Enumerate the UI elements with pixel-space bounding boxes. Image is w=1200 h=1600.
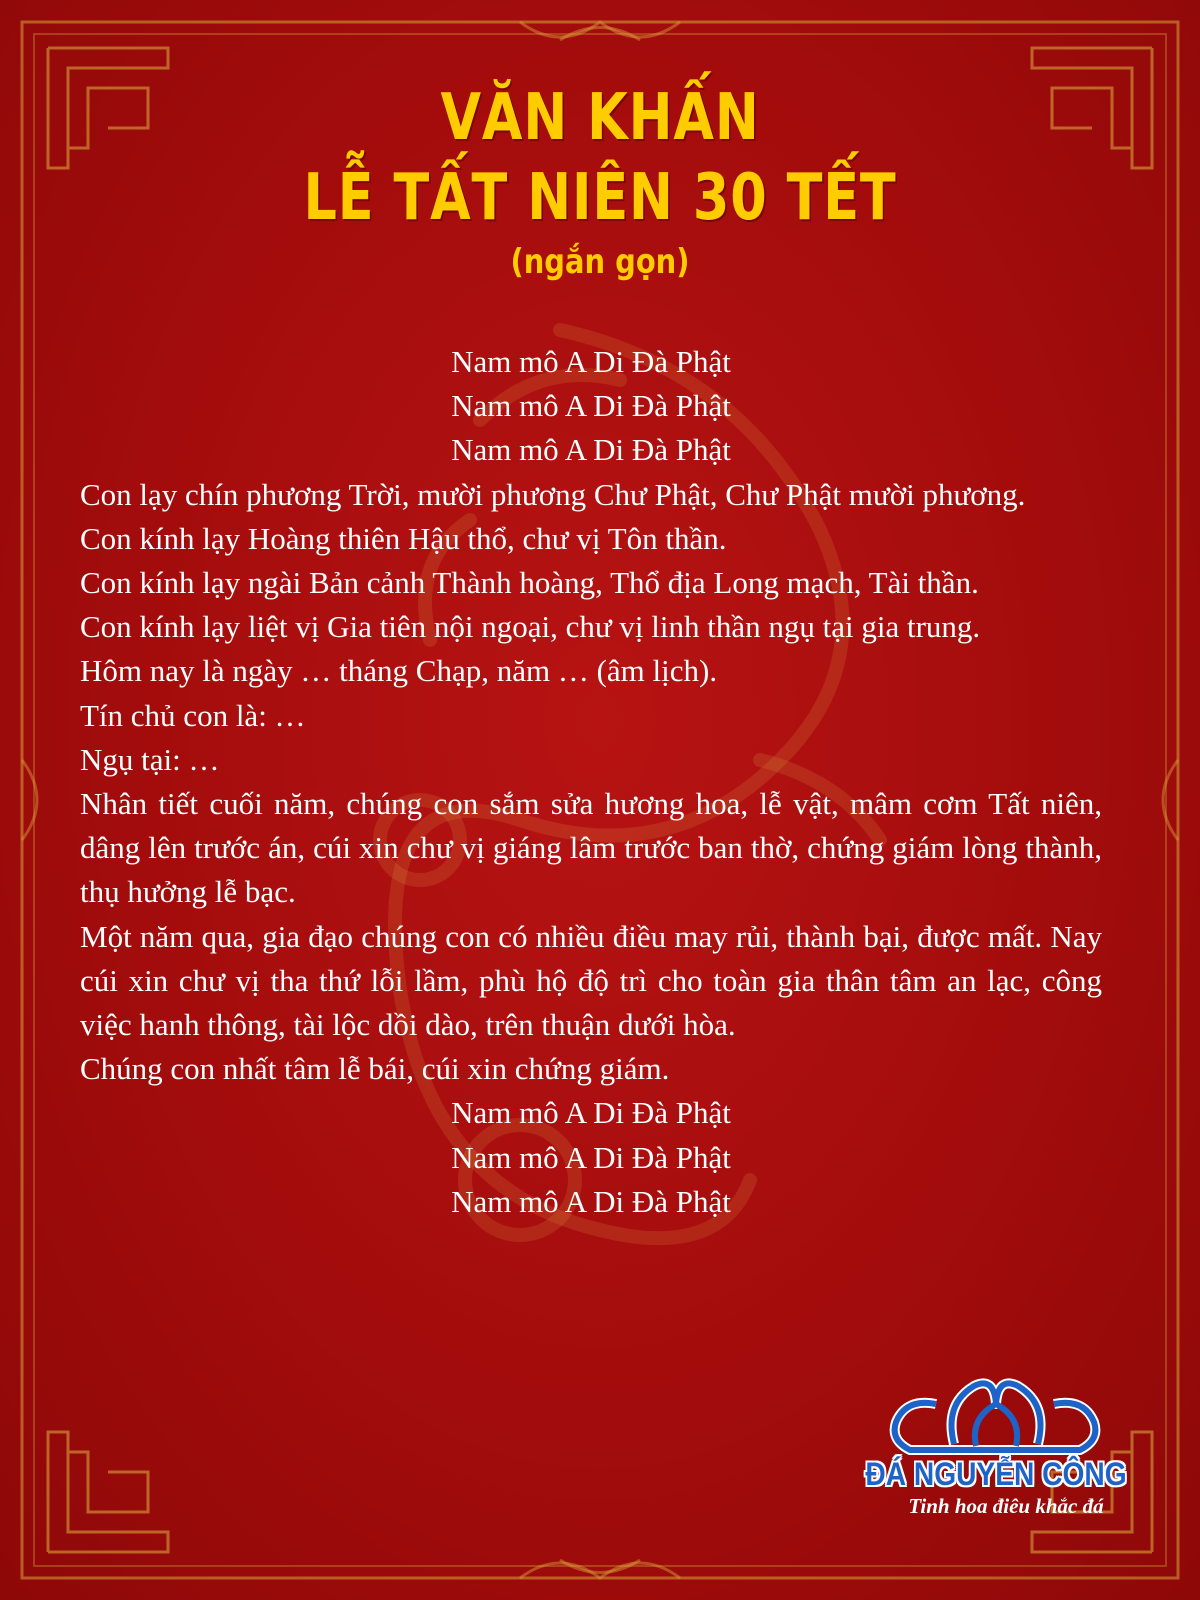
title-subtitle: (ngắn gọn) [510, 242, 690, 282]
closing-line: Nam mô A Di Đà Phật [451, 1139, 731, 1175]
invocation-line: Nam mô A Di Đà Phật [451, 388, 731, 424]
title-line-2: LỄ TẤT NIÊN 30 TẾT [303, 161, 897, 235]
closing-line: Nam mô A Di Đà Phật [451, 1183, 731, 1219]
prayer-paragraph: Chúng con nhất tâm lễ bái, cúi xin chứng giám. [80, 1051, 670, 1087]
prayer-paragraph: Hôm nay là ngày … tháng Chạp, năm … (âm lịch). [80, 653, 718, 689]
title-line-1: VĂN KHẤN [440, 81, 760, 155]
prayer-paragraph: Con lạy chín phương Trời, mười phương Chư Phật, Chư Phật mười phương. [80, 476, 1026, 512]
invocation-line: Nam mô A Di Đà Phật [451, 344, 731, 379]
title-block [0, 78, 1200, 284]
prayer-text [80, 340, 1102, 1224]
prayer-paragraph: Một năm qua, gia đạo chúng con có nhiều điều may rủi, thành bại, được mất. Nay cúi xin chư vị tha thứ lỗi lầm, phù hộ độ trì cho toàn gia thân tâm an lạc, công việc hanh thông, tài lộc dồi dào, trên thuận dưới hòa. [80, 918, 1102, 1043]
brand-name: ĐÁ NGUYỄN CÔNG [865, 1456, 1127, 1492]
brand-tagline: Tinh hoa điêu khắc đá [908, 1494, 1104, 1518]
prayer-paragraph: Ngụ tại: … [80, 741, 220, 777]
prayer-paragraph: Con kính lạy Hoàng thiên Hậu thổ, chư vị Tôn thần. [80, 520, 727, 556]
lotus-logo-icon [836, 1374, 1156, 1458]
prayer-paragraph: Nhân tiết cuối năm, chúng con sắm sửa hương hoa, lễ vật, mâm cơm Tất niên, dâng lên trước án, cúi xin chư vị giáng lâm trước ban thờ, chứng giám lòng thành, thụ hưởng lễ bạc. [80, 786, 1102, 910]
prayer-paragraph: Con kính lạy ngài Bản cảnh Thành hoàng, Thổ địa Long mạch, Tài thần. [80, 565, 979, 601]
closing-line: Nam mô A Di Đà Phật [451, 1095, 731, 1131]
brand-logo [836, 1374, 1156, 1524]
prayer-paragraph: Tín chủ con là: … [80, 697, 306, 733]
prayer-paragraph: Con kính lạy liệt vị Gia tiên nội ngoại, chư vị linh thần ngụ tại gia trung. [80, 609, 981, 645]
invocation-line: Nam mô A Di Đà Phật [451, 432, 731, 468]
